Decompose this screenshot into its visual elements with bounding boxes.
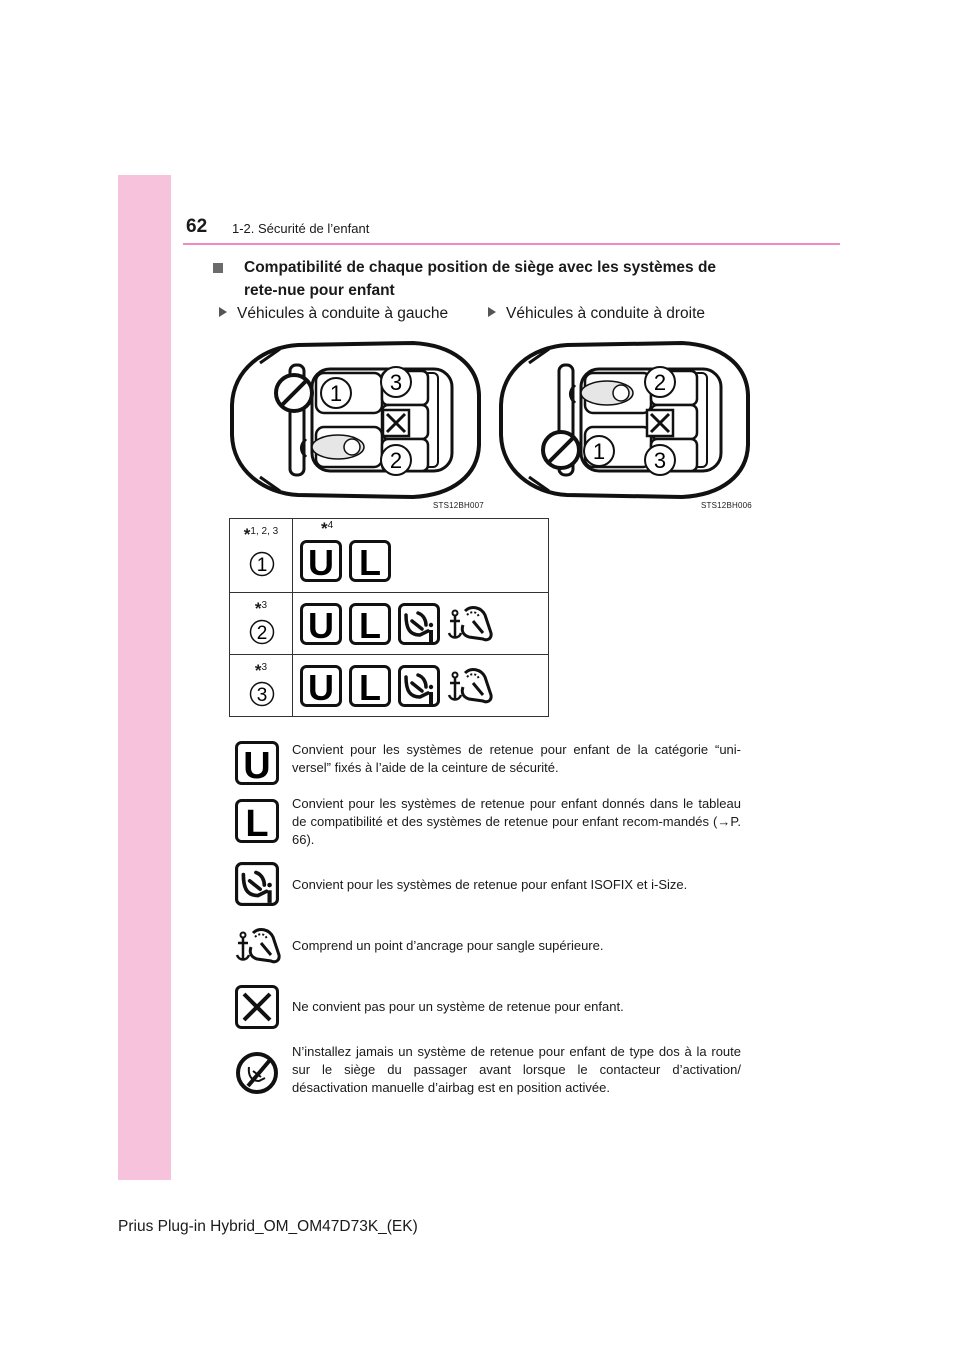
- svg-text:U: U: [243, 745, 271, 785]
- seat-cell: [230, 655, 293, 717]
- svg-text:2: 2: [389, 448, 403, 473]
- svg-text:L: L: [359, 542, 381, 582]
- legend-text-no-rear-facing: N’installez jamais un système de retenue pour enfant de type dos à la route sur le siège du passager avant lorsque le contacteur d’activation/ désactivation manuelle d’airbag est en position activée.: [292, 1044, 741, 1095]
- top-tether-icon: [447, 603, 493, 645]
- rhd-car-diagram: [497, 335, 751, 505]
- lhd-car-diagram: [228, 335, 482, 505]
- svg-text:1: 1: [256, 555, 268, 576]
- footer-doc-id: Prius Plug-in Hybrid_OM_OM47D73K_(EK): [118, 1218, 418, 1235]
- legend-text-isofix: Convient pour les systèmes de retenue pour enfant ISOFIX et i-Size.: [292, 877, 688, 892]
- footnote-ref: *1, 2, 3: [243, 525, 279, 544]
- svg-text:L: L: [245, 803, 269, 843]
- legend-text-tether: Comprend un point d’ancrage pour sangle supérieure.: [292, 938, 604, 953]
- bullet-square-icon: [213, 263, 223, 273]
- legend-text-l: Convient pour les systèmes de retenue pour enfant donnés dans le tableau de compatibilité et des systèmes de retenue pour enfant recom-mandés (→P. 66).: [292, 796, 741, 847]
- universal-u-icon: [300, 665, 342, 707]
- svg-text:U: U: [308, 667, 334, 707]
- icon-row: [300, 603, 493, 645]
- legend-item-u: [235, 741, 745, 789]
- svg-text:3: 3: [389, 370, 403, 395]
- svg-text:U: U: [308, 542, 334, 582]
- footnote-ref: *4: [321, 519, 334, 538]
- listed-l-icon: [349, 540, 391, 582]
- rhd-subtitle: Véhicules à conduite à droite: [488, 305, 705, 323]
- icon-row: [300, 665, 493, 707]
- footnote-ref: *3: [254, 661, 268, 680]
- legend-text-u: Convient pour les systèmes de retenue pour enfant de la catégorie “uni-versel” fixés à l’aide de la ceinture de sécurité.: [292, 742, 741, 775]
- top-tether-icon: [235, 925, 281, 967]
- listed-l-icon: [349, 665, 391, 707]
- header-rule: [183, 243, 840, 245]
- svg-text:L: L: [359, 605, 381, 645]
- svg-text:U: U: [308, 605, 334, 645]
- isofix-isize-icon: [398, 665, 440, 707]
- seat-number-badge: [249, 619, 275, 645]
- top-tether-icon: [447, 665, 493, 707]
- svg-text:3: 3: [653, 448, 667, 473]
- icon-cell: [293, 593, 549, 655]
- table-row: [230, 593, 549, 655]
- universal-u-icon: [235, 741, 279, 785]
- universal-u-icon: [300, 540, 342, 582]
- icon-cell: [293, 519, 549, 593]
- svg-text:2: 2: [256, 623, 268, 644]
- seat-number-badge: [249, 681, 275, 707]
- seat-number-badge: [249, 551, 275, 577]
- seat-cell: [230, 519, 293, 593]
- legend-item-l: [235, 795, 745, 849]
- legend-item-isofix: [235, 862, 745, 908]
- table-row: [230, 655, 549, 717]
- isofix-isize-icon: [398, 603, 440, 645]
- compatibility-table: [229, 518, 549, 717]
- listed-l-icon: [349, 603, 391, 645]
- svg-text:1: 1: [592, 439, 606, 464]
- page-number: 62: [186, 216, 208, 237]
- side-tab: [118, 175, 171, 1180]
- not-suitable-x-icon: [235, 985, 279, 1029]
- section-title: 1-2. Sécurité de l’enfant: [232, 221, 370, 236]
- triangle-bullet-icon: [488, 307, 496, 317]
- svg-text:L: L: [359, 667, 381, 707]
- footnote-ref: *3: [254, 599, 268, 618]
- triangle-bullet-icon: [219, 307, 227, 317]
- legend-item-no-rear-facing: [235, 1043, 745, 1099]
- legend-item-not-suitable: [235, 985, 745, 1031]
- svg-text:2: 2: [653, 370, 667, 395]
- listed-l-icon: [235, 799, 279, 843]
- figure-code-right: STS12BH006: [701, 501, 752, 510]
- figure-code-left: STS12BH007: [433, 501, 484, 510]
- icon-row: [300, 540, 391, 582]
- icon-cell: [293, 655, 549, 717]
- section-heading: Compatibilité de chaque position de siège avec les systèmes de rete-nue pour enfant: [213, 256, 753, 302]
- legend-item-tether: [235, 925, 745, 969]
- lhd-subtitle: Véhicules à conduite à gauche: [219, 305, 448, 323]
- isofix-isize-icon: [235, 862, 279, 906]
- universal-u-icon: [300, 603, 342, 645]
- table-row: [230, 519, 549, 593]
- svg-text:3: 3: [256, 685, 268, 706]
- svg-text:1: 1: [329, 381, 343, 406]
- legend-text-not-suitable: Ne convient pas pour un système de retenue pour enfant.: [292, 999, 624, 1014]
- seat-cell: [230, 593, 293, 655]
- no-rear-facing-seat-icon: [235, 1051, 279, 1095]
